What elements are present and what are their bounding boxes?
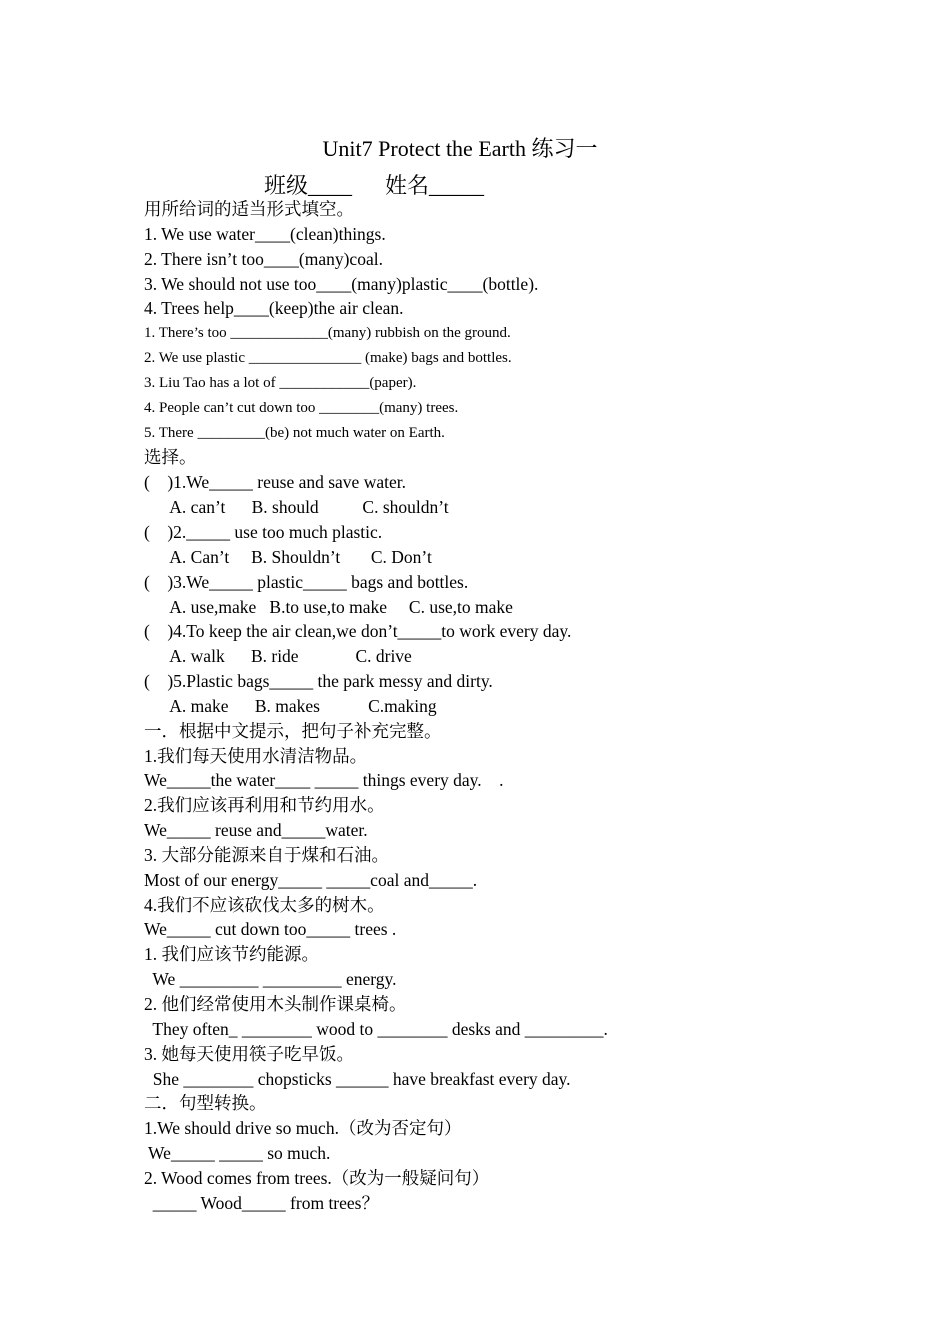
exercise-line: 5. There _________(be) not much water on Earth.	[144, 424, 445, 441]
worksheet-title: Unit7 Protect the Earth 练习一	[322, 136, 598, 161]
exercise-line: We _________ _________ energy.	[144, 969, 397, 990]
question-line: ( )1.We_____ reuse and save water.	[144, 472, 406, 493]
exercise-line: We_____the water____ _____ things every day. .	[144, 770, 504, 791]
exercise-line: 3. Liu Tao has a lot of ____________(paper).	[144, 374, 417, 391]
exercise-line: She ________ chopsticks ______ have breakfast every day.	[144, 1068, 571, 1089]
section-heading: 一．根据中文提示，把句子补充完整。	[144, 720, 442, 741]
section-heading: 二．句型转换。	[144, 1093, 267, 1114]
question-line: ( )3.We_____ plastic_____ bags and bottles.	[144, 571, 469, 592]
exercise-line: 2. We use plastic _______________ (make) bags and bottles.	[144, 350, 512, 367]
exercise-line: 4. Trees help____(keep)the air clean.	[144, 298, 404, 319]
section-heading: 用所给词的适当形式填空。	[144, 199, 354, 219]
options-line: A. Can’t B. Shouldn’t C. Don’t	[144, 546, 432, 567]
chinese-prompt: 1.我们每天使用水清洁物品。	[144, 745, 368, 766]
exercise-line: We_____ reuse and_____water.	[144, 820, 368, 841]
chinese-prompt: 3. 她每天使用筷子吃早饭。	[144, 1043, 354, 1064]
exercise-line: We_____ _____ so much.	[144, 1143, 331, 1164]
chinese-prompt: 4.我们不应该砍伐太多的树木。	[144, 894, 385, 915]
exercise-line: They often_ ________ wood to ________ desks and _________.	[144, 1018, 608, 1039]
exercise-line: 3. We should not use too____(many)plastic____(bottle).	[144, 273, 539, 294]
question-line: ( )5.Plastic bags_____ the park messy and dirty.	[144, 671, 493, 692]
exercise-line: 1. We use water____(clean)things.	[144, 223, 386, 244]
exercise-line: _____ Wood_____ from trees？	[144, 1192, 379, 1213]
worksheet-body	[144, 197, 608, 1216]
options-line: A. use,make B.to use,to make C. use,to make	[144, 596, 513, 617]
exercise-line: We_____ cut down too_____ trees .	[144, 919, 397, 940]
options-line: A. make B. makes C.making	[144, 695, 437, 716]
question-line: ( )2._____ use too much plastic.	[144, 521, 383, 542]
exercise-line: Most of our energy_____ _____coal and_____.	[144, 869, 478, 890]
class-name-line: 班级____ 姓名_____	[264, 173, 485, 198]
question-line: ( )4.To keep the air clean,we don’t_____to work every day.	[144, 621, 572, 642]
chinese-prompt: 2. 他们经常使用木头制作课桌椅。	[144, 994, 407, 1014]
exercise-line: 2. There isn’t too____(many)coal.	[144, 248, 383, 269]
chinese-prompt: 1. 我们应该节约能源。	[144, 944, 319, 965]
exercise-line: 1. There’s too _____________(many) rubbish on the ground.	[144, 325, 511, 342]
options-line: A. can’t B. should C. shouldn’t	[144, 497, 449, 518]
exercise-line: 1.We should drive so much.（改为否定句）	[144, 1118, 462, 1139]
section-heading: 选择。	[144, 447, 197, 468]
exercise-line: 4. People can’t cut down too ________(many) trees.	[144, 399, 459, 416]
chinese-prompt: 3. 大部分能源来自于煤和石油。	[144, 844, 389, 865]
options-line: A. walk B. ride C. drive	[144, 646, 412, 667]
chinese-prompt: 2.我们应该再利用和节约用水。	[144, 795, 385, 816]
exercise-line: 2. Wood comes from trees.（改为一般疑问句）	[144, 1167, 490, 1188]
